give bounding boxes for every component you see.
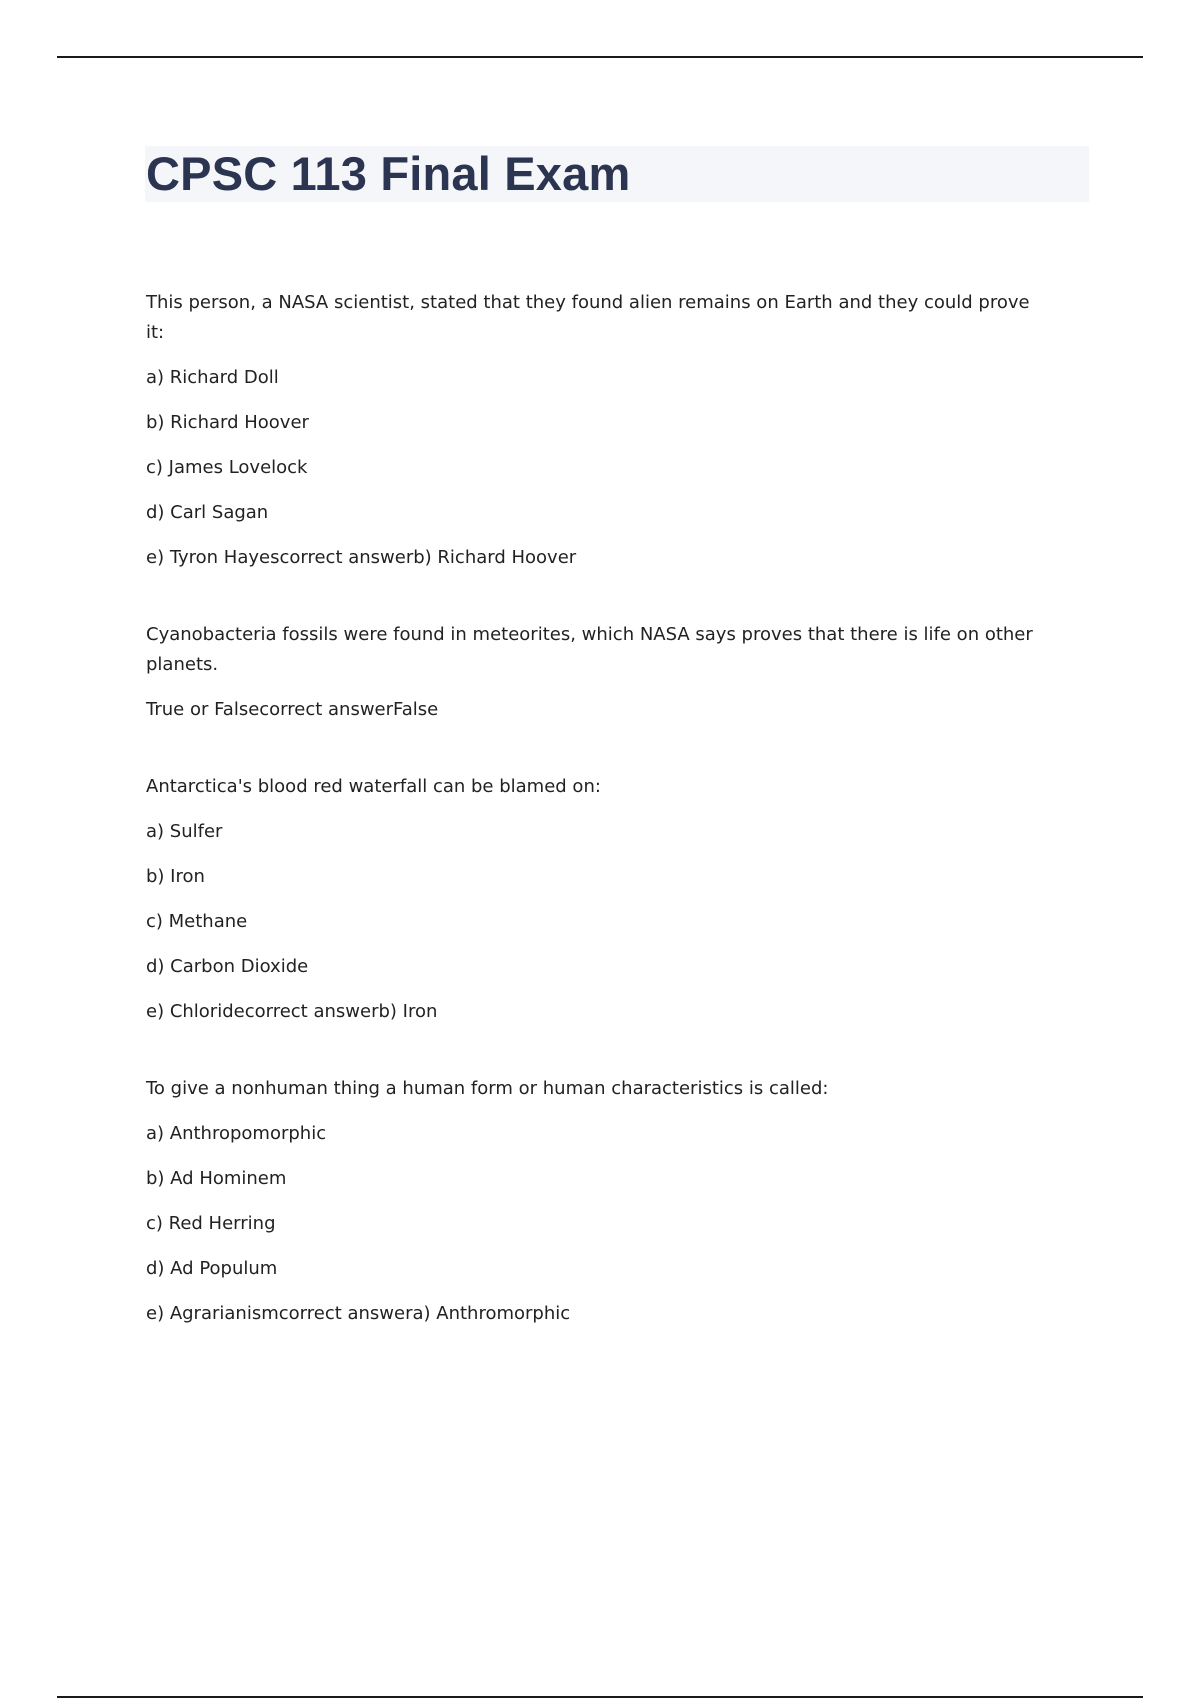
- question-3-option-d: d) Carbon Dioxide: [146, 956, 309, 977]
- question-1-option-c: c) James Lovelock: [146, 457, 308, 478]
- question-1-text: This person, a NASA scientist, stated that they found alien remains on Earth and they could prove it:: [146, 292, 1030, 343]
- bottom-rule: [57, 1696, 1143, 1698]
- question-3-option-c: c) Methane: [146, 911, 248, 932]
- question-1-option-b: b) Richard Hoover: [146, 412, 309, 433]
- page-title: CPSC 113 Final Exam: [146, 147, 631, 200]
- question-3-option-e-answer: e) Chloridecorrect answerb) Iron: [146, 1001, 438, 1022]
- question-3-option-a: a) Sulfer: [146, 821, 223, 842]
- question-1-option-d: d) Carl Sagan: [146, 502, 269, 523]
- question-3-text: Antarctica's blood red waterfall can be blamed on:: [146, 776, 601, 797]
- question-2-answer: True or Falsecorrect answerFalse: [146, 699, 439, 720]
- question-4-text: To give a nonhuman thing a human form or human characteristics is called:: [146, 1078, 829, 1099]
- question-4-option-b: b) Ad Hominem: [146, 1168, 287, 1189]
- question-4-option-a: a) Anthropomorphic: [146, 1123, 327, 1144]
- exam-content: [146, 288, 1046, 1329]
- top-rule: [57, 56, 1143, 58]
- question-1: [146, 288, 1046, 573]
- question-2-text: Cyanobacteria fossils were found in meteorites, which NASA says proves that there is life on other planets.: [146, 624, 1033, 675]
- question-4-option-d: d) Ad Populum: [146, 1258, 278, 1279]
- question-3: [146, 772, 1046, 1027]
- question-1-option-e-answer: e) Tyron Hayescorrect answerb) Richard Hoover: [146, 547, 577, 568]
- question-1-option-a: a) Richard Doll: [146, 367, 279, 388]
- question-4-option-e-answer: e) Agrarianismcorrect answera) Anthromorphic: [146, 1303, 571, 1324]
- question-3-option-b: b) Iron: [146, 866, 205, 887]
- question-2: [146, 620, 1046, 725]
- question-4-option-c: c) Red Herring: [146, 1213, 276, 1234]
- question-4: [146, 1074, 1046, 1329]
